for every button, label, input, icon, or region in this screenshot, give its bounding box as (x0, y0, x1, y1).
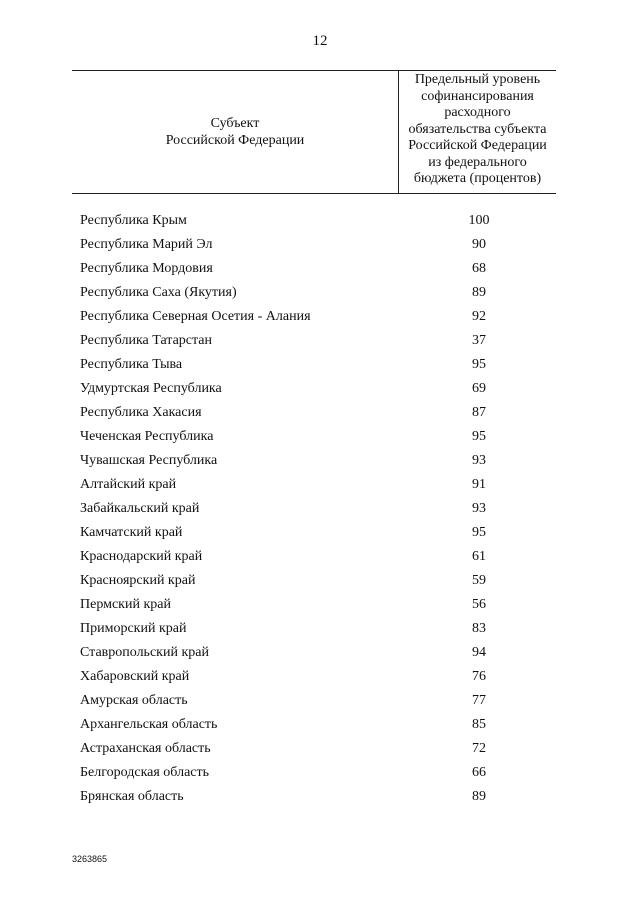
table-row (80, 449, 560, 473)
row-subject-name: Республика Северная Осетия - Алания (80, 309, 311, 324)
row-subject-name: Республика Хакасия (80, 405, 202, 420)
row-cofinancing-value: 89 (472, 285, 486, 300)
column-header-level-line: софинансирования (421, 88, 534, 104)
row-cofinancing-value: 90 (472, 237, 486, 252)
table-row (80, 569, 560, 593)
table-header-top-rule (72, 70, 556, 71)
table-row (80, 305, 560, 329)
row-subject-name: Архангельская область (80, 717, 218, 732)
row-subject-name: Республика Татарстан (80, 333, 213, 348)
row-subject-name: Приморский край (80, 621, 187, 636)
row-cofinancing-value: 56 (472, 597, 486, 612)
row-subject-name: Республика Крым (80, 213, 187, 228)
row-subject-name: Ставропольский край (80, 645, 209, 660)
row-cofinancing-value: 68 (472, 261, 486, 276)
row-cofinancing-value: 100 (468, 213, 490, 228)
table-row (80, 737, 560, 761)
table-row (80, 785, 560, 809)
row-subject-name: Амурская область (80, 693, 188, 708)
document-code: 3263865 (72, 854, 108, 864)
table-row (80, 473, 560, 497)
column-header-level-line: Предельный уровень (414, 72, 541, 87)
table-row (80, 521, 560, 545)
row-subject-name: Чувашская Республика (80, 453, 218, 468)
column-header-subject-line: Российской Федерации (165, 133, 305, 148)
row-cofinancing-value: 85 (472, 717, 486, 732)
table-row (80, 233, 560, 257)
row-subject-name: Белгородская область (80, 765, 210, 780)
table-row (80, 353, 560, 377)
row-cofinancing-value: 91 (472, 477, 486, 492)
table-row (80, 665, 560, 689)
row-subject-name: Республика Тыва (80, 357, 183, 372)
row-cofinancing-value: 93 (472, 453, 486, 468)
row-subject-name: Республика Мордовия (80, 261, 213, 276)
row-cofinancing-value: 37 (472, 333, 486, 348)
row-cofinancing-value: 59 (472, 573, 486, 588)
column-header-level-line: расходного (444, 105, 511, 120)
table-row (80, 257, 560, 281)
table-row (80, 329, 560, 353)
row-cofinancing-value: 92 (472, 309, 486, 324)
column-header-level-line: обязательства субъекта (408, 121, 547, 137)
row-cofinancing-value: 95 (472, 525, 486, 540)
row-cofinancing-value: 95 (472, 357, 486, 372)
table-row (80, 209, 560, 233)
row-subject-name: Брянская область (80, 789, 184, 804)
table-row (80, 401, 560, 425)
row-subject-name: Камчатский край (80, 525, 183, 540)
table-header-bottom-rule (72, 193, 556, 194)
column-header-level-line: из федерального (428, 154, 527, 170)
row-subject-name: Краснодарский край (80, 549, 203, 564)
table-body (80, 209, 560, 809)
row-cofinancing-value: 83 (472, 621, 486, 636)
row-subject-name: Забайкальский край (80, 501, 200, 516)
column-header-cofinancing-level (399, 72, 556, 188)
column-header-level-line: бюджета (процентов) (413, 171, 542, 186)
table-row (80, 497, 560, 521)
column-header-level-line: Российской Федерации (408, 138, 547, 153)
row-subject-name: Хабаровский край (80, 669, 190, 684)
table-row (80, 377, 560, 401)
row-cofinancing-value: 72 (472, 741, 486, 756)
row-subject-name: Алтайский край (80, 477, 177, 492)
row-cofinancing-value: 76 (472, 669, 486, 684)
row-cofinancing-value: 69 (472, 381, 486, 396)
row-cofinancing-value: 66 (472, 765, 486, 780)
table-row (80, 641, 560, 665)
row-subject-name: Республика Саха (Якутия) (80, 285, 237, 300)
row-subject-name: Чеченская Республика (80, 429, 214, 444)
page-number: 12 (312, 33, 328, 49)
table-row (80, 425, 560, 449)
column-header-subject-line: Субъект (210, 116, 260, 131)
row-cofinancing-value: 77 (472, 693, 486, 708)
row-subject-name: Красноярский край (80, 573, 196, 588)
column-header-subject (72, 115, 398, 149)
row-cofinancing-value: 94 (472, 645, 486, 660)
table-row (80, 545, 560, 569)
row-subject-name: Пермский край (80, 597, 171, 612)
table-row (80, 689, 560, 713)
row-subject-name: Удмуртская Республика (80, 381, 222, 396)
row-subject-name: Республика Марий Эл (80, 237, 213, 252)
row-cofinancing-value: 89 (472, 789, 486, 804)
table-row (80, 713, 560, 737)
row-cofinancing-value: 87 (472, 405, 486, 420)
table-row (80, 761, 560, 785)
row-subject-name: Астраханская область (80, 741, 211, 756)
row-cofinancing-value: 93 (472, 501, 486, 516)
row-cofinancing-value: 95 (472, 429, 486, 444)
table-row (80, 617, 560, 641)
table-row (80, 281, 560, 305)
row-cofinancing-value: 61 (472, 549, 486, 564)
table-row (80, 593, 560, 617)
